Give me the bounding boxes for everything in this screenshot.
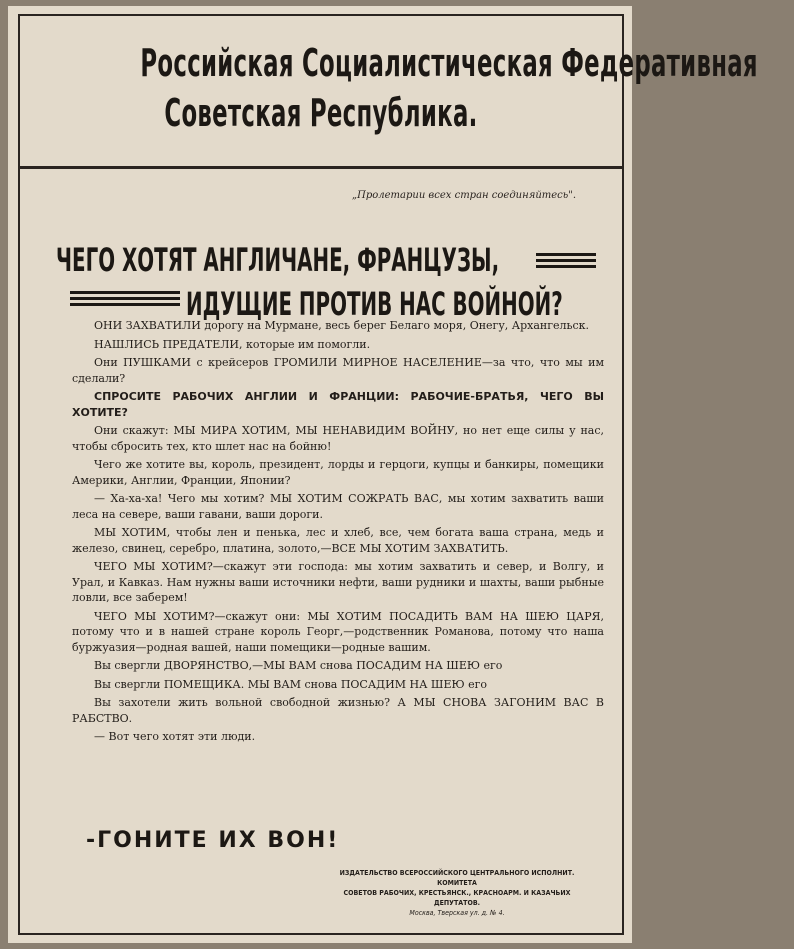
imprint-line-3: Москва, Тверская ул. д. № 4. <box>409 909 505 917</box>
paragraph: — Вот чего хотят эти люди. <box>94 730 256 743</box>
paragraph: МЫ ХОТИМ, чтобы лен и пенька, лес и хлеб, все, чем богата ваша страна, медь и железо, свинец, серебро, платина, золото,—ВСЕ МЫ ХОТИМ ЗАХВАТИТЬ. <box>72 526 604 555</box>
headline-text-2: ИДУЩИЕ ПРОТИВ НАС ВОЙНОЙ? <box>186 285 563 323</box>
header-line-1: Российская Социалистическая Федеративная <box>140 41 758 85</box>
paragraph: СПРОСИТЕ РАБОЧИХ АНГЛИИ И ФРАНЦИИ: РАБОЧИЕ-БРАТЬЯ, ЧЕГО ВЫ ХОТИТЕ? <box>72 390 604 419</box>
motto: „Пролетарии всех стран соединяйтесь". <box>351 190 576 201</box>
paragraph: — Ха-ха-ха! Чего мы хотим? МЫ ХОТИМ СОЖРАТЬ ВАС, мы хотим захватить ваши леса на севере, ваши гавани, ваши дороги. <box>72 492 604 521</box>
imprint-line-2: СОВЕТОВ РАБОЧИХ, КРЕСТЬЯНСК., КРАСНОАРМ. И КАЗАЧЬИХ ДЕПУТАТОВ. <box>343 889 571 907</box>
poster-frame <box>18 14 758 935</box>
headline-text-1: ЧЕГО ХОТЯТ АНГЛИЧАНЕ, ФРАНЦУЗЫ, <box>56 241 500 279</box>
poster-body <box>72 318 604 748</box>
paragraph: Они ПУШКАМИ с крейсеров ГРОМИЛИ МИРНОЕ НАСЕЛЕНИЕ—за что, что мы им сделали? <box>72 356 604 385</box>
headline-rule-left <box>70 288 180 309</box>
paragraph: ЧЕГО МЫ ХОТИМ?—скажут эти господа: мы хотим захватить и север, и Волгу, и Урал, и Кавказ. Нам нужны ваши источники нефти, ваши рудники и шахты, ваши рыбные ловли, все заберем! <box>72 560 604 604</box>
paragraph: Вы захотели жить вольной свободной жизнью? А МЫ СНОВА ЗАГОНИМ ВАС В РАБСТВО. <box>72 696 604 725</box>
paragraph: Чего же хотите вы, король, президент, лорды и герцоги, купцы и банкиры, помещики Америки, Англии, Франции, Японии? <box>72 458 604 487</box>
header-line-2: Советская Республика. <box>164 91 478 135</box>
poster-sheet <box>8 6 758 943</box>
paragraph: Они скажут: МЫ МИРА ХОТИМ, МЫ НЕНАВИДИМ ВОЙНУ, но нет еще силы у нас, чтобы сбросить тех, кто шлет нас на бойню! <box>72 424 604 453</box>
headline-rule-right <box>536 250 596 271</box>
publisher-imprint <box>322 868 592 918</box>
poster-header <box>20 40 758 136</box>
closing-slogan: -ГОНИТЕ ИХ ВОН! <box>86 828 340 853</box>
header-rule <box>20 166 622 169</box>
paragraph: Вы свергли ПОМЕЩИКА. МЫ ВАМ снова ПОСАДИМ НА ШЕЮ его <box>94 677 487 691</box>
paragraph: ЧЕГО МЫ ХОТИМ?—скажут они: МЫ ХОТИМ ПОСАДИТЬ ВАМ НА ШЕЮ ЦАРЯ, потому что и в нашей стране король Георг,—родственник Романова, потому что наша буржуазия—родная вашей, наши помещики—родные вашим. <box>72 609 604 654</box>
imprint-line-1: ИЗДАТЕЛЬСТВО ВСЕРОССИЙСКОГО ЦЕНТРАЛЬНОГО ИСПОЛНИТ. КОМИТЕТА <box>339 869 575 887</box>
paragraph: ОНИ ЗАХВАТИЛИ дорогу на Мурмане, весь берег Белаго моря, Онегу, Архангельск. <box>94 319 590 332</box>
paragraph: НАШЛИСЬ ПРЕДАТЕЛИ, которые им помогли. <box>94 337 371 351</box>
paragraph: Вы свергли ДВОРЯНСТВО,—МЫ ВАМ снова ПОСАДИМ НА ШЕЮ его <box>94 659 503 672</box>
